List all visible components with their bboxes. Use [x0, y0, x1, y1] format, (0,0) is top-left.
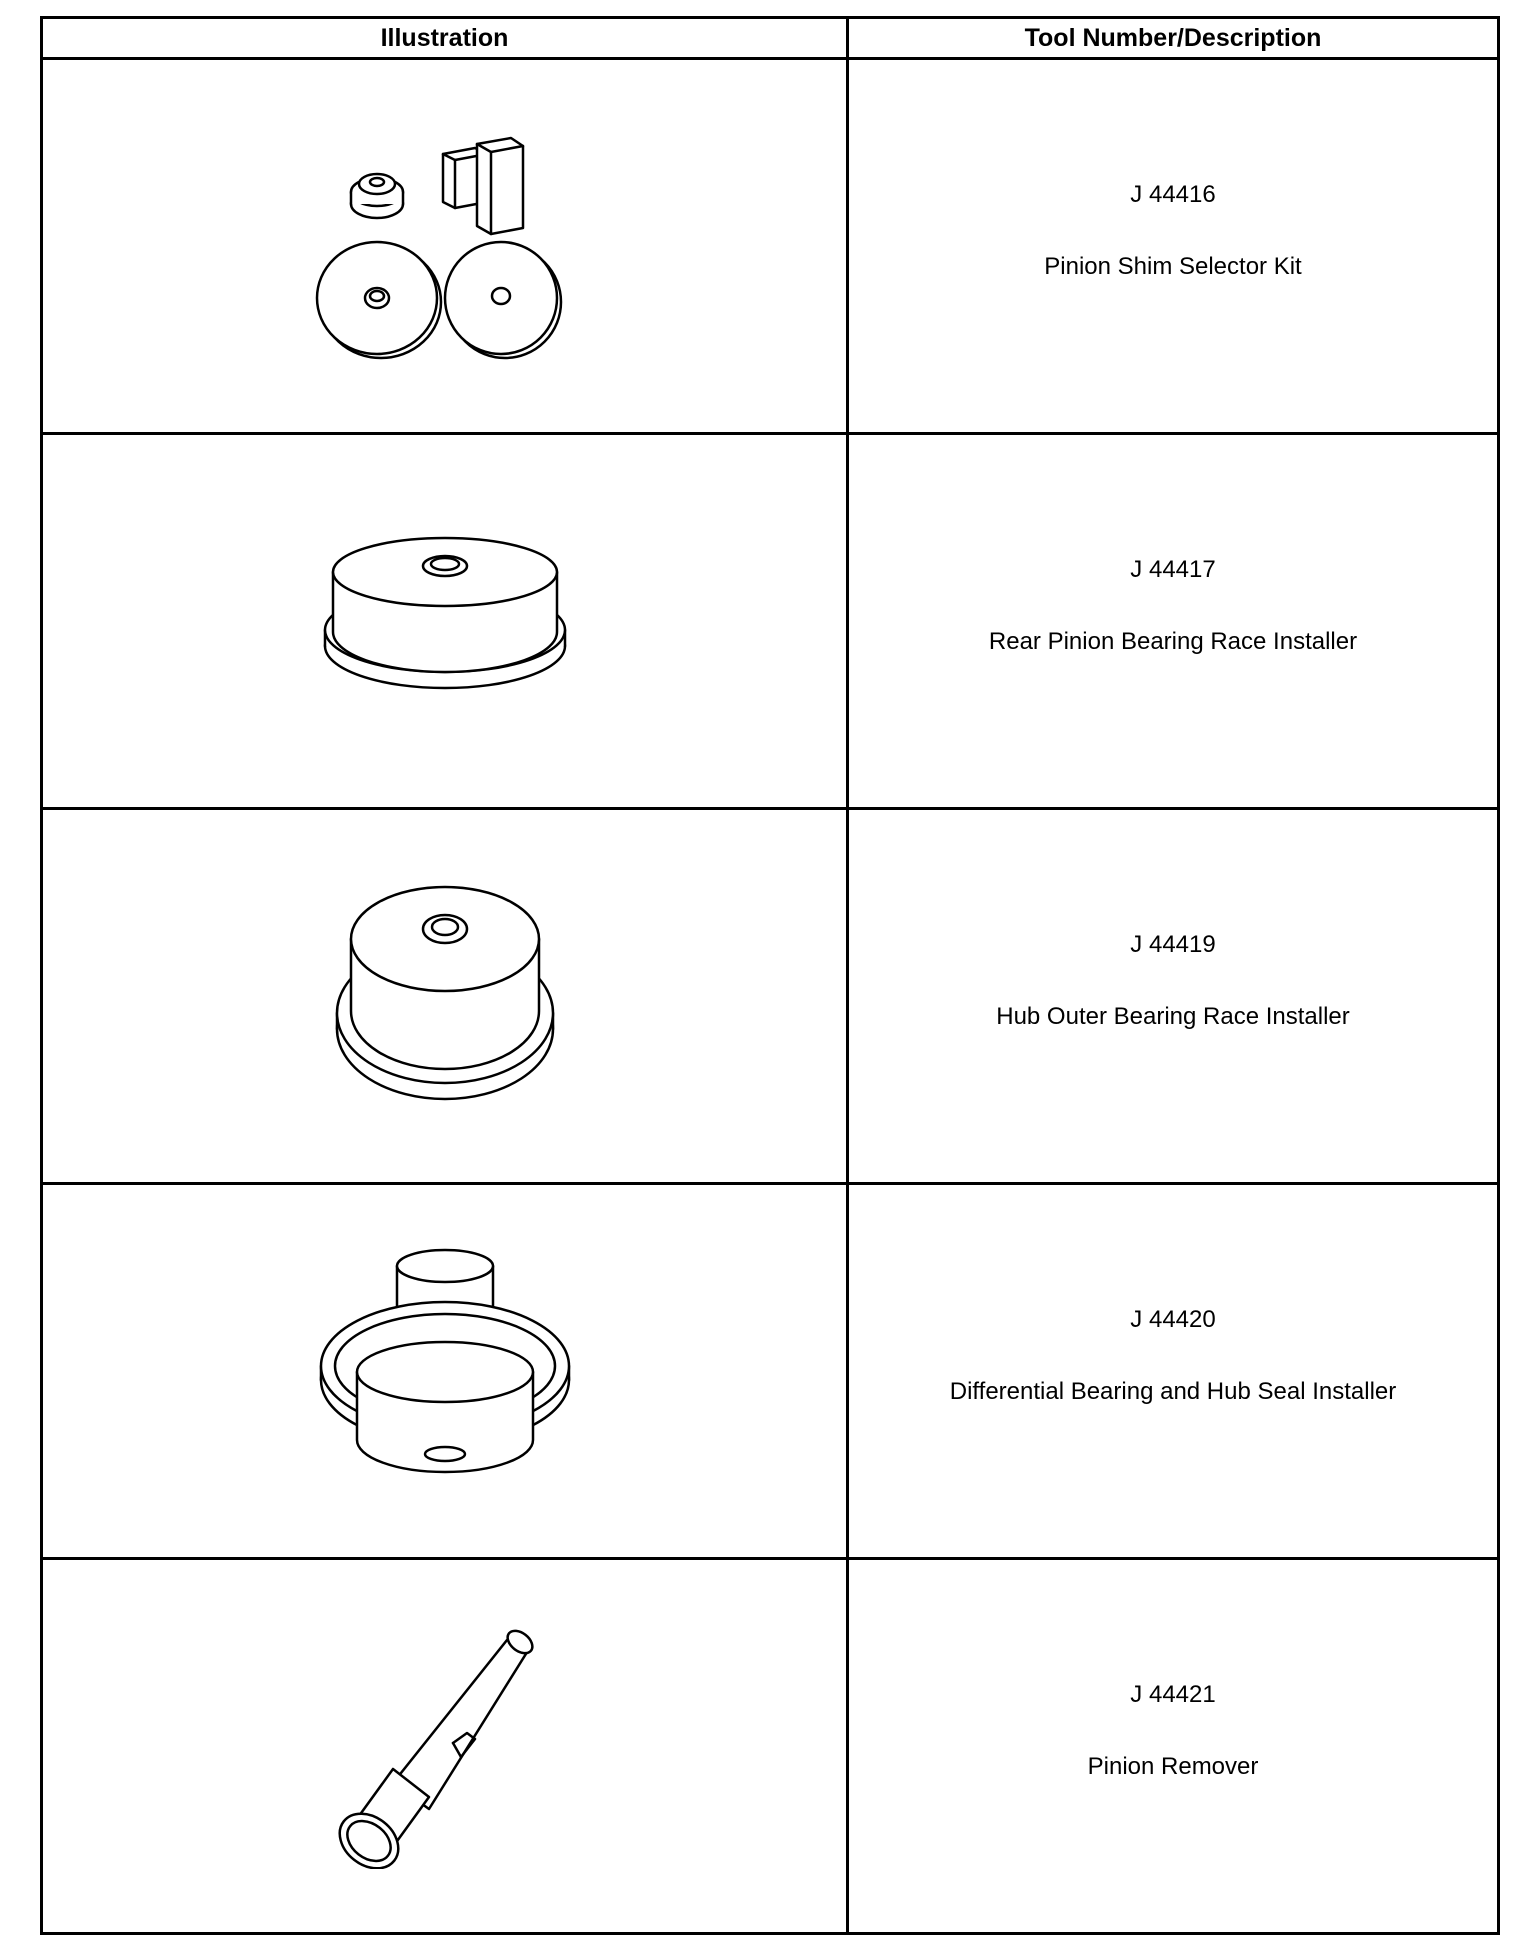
tool-number: J 44420 — [1130, 1306, 1216, 1333]
pinion-shim-selector-kit-illustration — [315, 124, 575, 364]
description-cell — [848, 809, 1499, 1184]
rear-pinion-bearing-race-installer-illustration — [315, 534, 575, 704]
tool-name: Pinion Remover — [1087, 1753, 1259, 1780]
hub-outer-bearing-race-installer-illustration — [325, 879, 565, 1109]
illustration-cell — [42, 1559, 848, 1934]
differential-bearing-hub-seal-installer-illustration — [315, 1244, 575, 1494]
tool-number: J 44416 — [1130, 181, 1216, 208]
description-cell — [848, 434, 1499, 809]
header-row — [42, 18, 1499, 59]
tool-name: Differential Bearing and Hub Seal Installer — [949, 1378, 1397, 1405]
description-cell — [848, 1559, 1499, 1934]
table-row — [42, 1184, 1499, 1559]
illustration-cell — [42, 59, 848, 434]
table-row — [42, 59, 1499, 434]
table-row — [42, 434, 1499, 809]
tool-number: J 44421 — [1130, 1681, 1216, 1708]
table-row — [42, 809, 1499, 1184]
tool-number: J 44419 — [1130, 931, 1216, 958]
pinion-remover-illustration — [325, 1619, 565, 1869]
tool-number: J 44417 — [1130, 556, 1216, 583]
illustration-cell — [42, 1184, 848, 1559]
description-cell — [848, 1184, 1499, 1559]
illustration-cell — [42, 809, 848, 1184]
tool-name: Hub Outer Bearing Race Installer — [996, 1003, 1350, 1030]
header-tool-description: Tool Number/Description — [848, 18, 1499, 59]
tool-name: Rear Pinion Bearing Race Installer — [988, 628, 1358, 655]
tool-table — [40, 16, 1500, 1935]
header-illustration: Illustration — [42, 18, 848, 59]
tool-name: Pinion Shim Selector Kit — [1044, 253, 1302, 280]
illustration-cell — [42, 434, 848, 809]
description-cell — [848, 59, 1499, 434]
table-row — [42, 1559, 1499, 1934]
